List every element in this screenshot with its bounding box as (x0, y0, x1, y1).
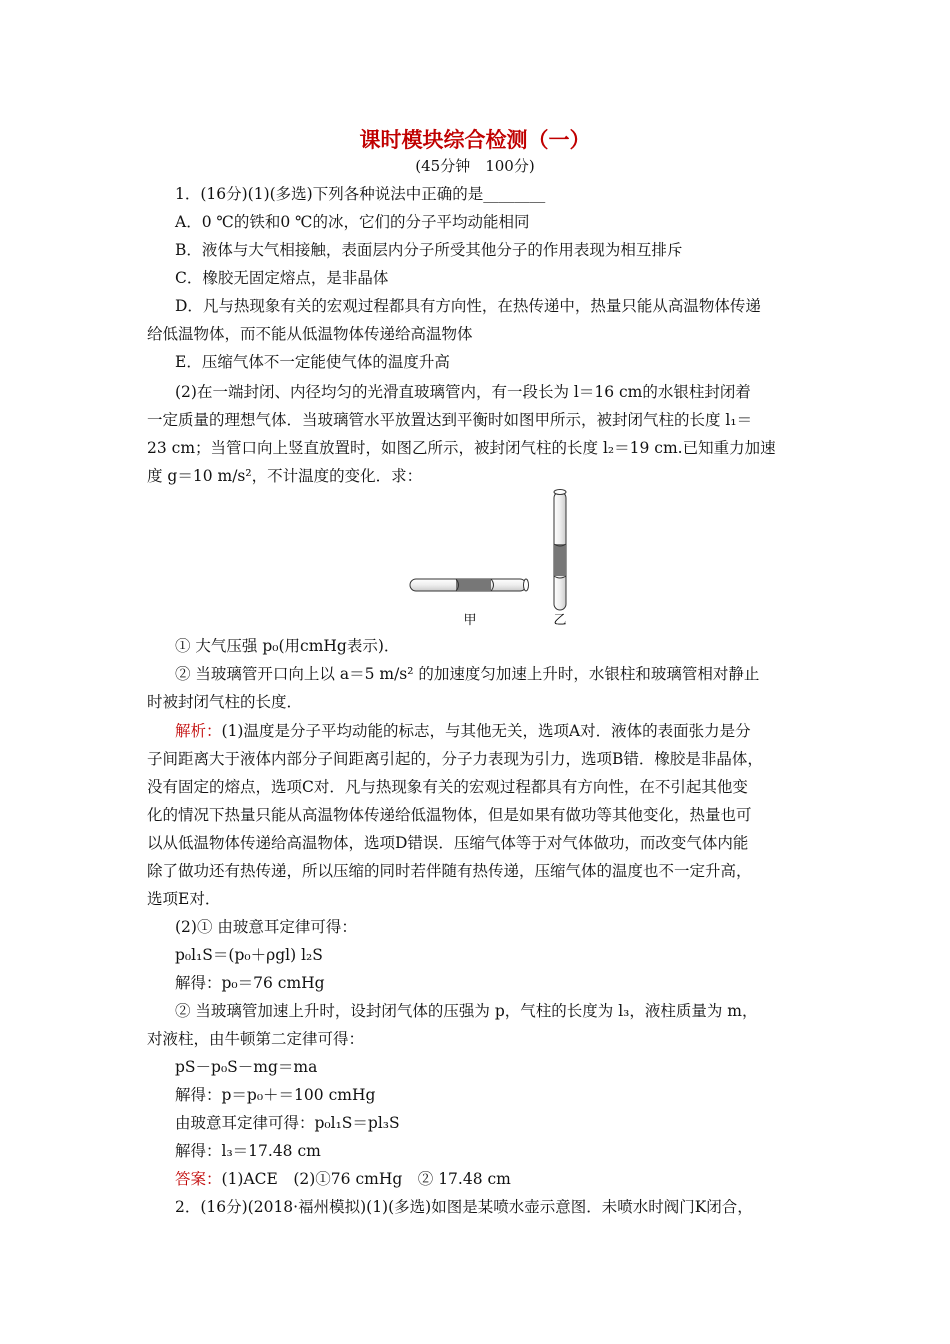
q1-line: C．橡胶无固定熔点，是非晶体 (175, 269, 389, 287)
analysis-line: 由玻意耳定律可得：p₀l₁S＝pl₃S (175, 1114, 400, 1132)
q1-line: A．0 ℃的铁和0 ℃的冰，它们的分子平均动能相同 (175, 213, 530, 231)
q1-line: 度 g＝10 m/s²，不计温度的变化．求： (147, 467, 423, 485)
figure-label-jia: 甲 (463, 613, 477, 628)
analysis-line (175, 720, 751, 742)
analysis-text: (1)温度是分子平均动能的标志，与其他无关，选项A对．液体的表面张力是分 (221, 722, 751, 740)
analysis-line: 化的情况下热量只能从高温物体传递给低温物体，但是如果有做功等其他变化，热量也可 (147, 806, 752, 824)
q1-line: 给低温物体，而不能从低温物体传递给高温物体 (147, 325, 473, 343)
q1-subquestion: 时被封闭气柱的长度． (147, 693, 303, 711)
q1-subquestion: ① 大气压强 p₀(用cmHg表示)． (175, 637, 400, 655)
glass-tube-figure (400, 480, 600, 630)
analysis-line: 解得：p₀＝76 cmHg (175, 974, 325, 992)
q1-line: E．压缩气体不一定能使气体的温度升高 (175, 353, 450, 371)
figure-label-yi: 乙 (553, 613, 567, 628)
analysis-line: (2)① 由玻意耳定律可得： (175, 918, 357, 936)
q1-line: 23 cm；当管口向上竖直放置时，如图乙所示，被封闭气柱的长度 l₂＝19 cm.已知重力加速 (147, 439, 776, 457)
analysis-line: 没有固定的熔点，选项C对．凡与热现象有关的宏观过程都具有方向性，在不引起其他变 (147, 778, 748, 796)
analysis-equation: p₀l₁S＝(p₀＋ρgl) l₂S (175, 946, 323, 964)
q1-line: B．液体与大气相接触，表面层内分子所受其他分子的作用表现为相互排斥 (175, 241, 683, 259)
q1-line: D．凡与热现象有关的宏观过程都具有方向性，在热传递中，热量只能从高温物体传递 (175, 297, 761, 315)
q1-line: 一定质量的理想气体．当玻璃管水平放置达到平衡时如图甲所示，被封闭气柱的长度 l₁＝ (147, 411, 753, 429)
analysis-equation: pS－p₀S－mg＝ma (175, 1058, 318, 1076)
analysis-line: 选项E对． (147, 890, 221, 908)
page-title: 课时模块综合检测（一） (359, 128, 591, 152)
analysis-label: 解析： (175, 722, 222, 740)
analysis-line: 除了做功还有热传递，所以压缩的同时若伴随有热传递，压缩气体的温度也不一定升高， (147, 862, 752, 880)
q1-line: 1．(16分)(1)(多选)下列各种说法中正确的是________ (175, 185, 546, 203)
vertical-tube (554, 490, 566, 611)
analysis-line: 以从低温物体传递给高温物体，选项D错误．压缩气体等于对气体做功，而改变气体内能 (147, 834, 749, 852)
mercury-column-horizontal (456, 579, 491, 591)
q2-line: 2．(16分)(2018·福州模拟)(1)(多选)如图是某喷水壶示意图．未喷水时阀门K闭合， (175, 1198, 753, 1216)
analysis-line: 解得：l₃＝17.48 cm (175, 1142, 321, 1160)
answer-text: (1)ACE (2)①76 cmHg ② 17.48 cm (221, 1170, 511, 1188)
answer-label: 答案： (175, 1170, 222, 1188)
analysis-line: ② 当玻璃管加速上升时，设封闭气体的压强为 p，气柱的长度为 l₃，液柱质量为 m， (175, 1002, 758, 1020)
analysis-line: 解得：p＝p₀＋＝100 cmHg (175, 1086, 376, 1104)
analysis-line: 对液柱，由牛顿第二定律可得： (147, 1030, 365, 1048)
horizontal-tube (410, 579, 529, 591)
analysis-line: 子间距离大于液体内部分子间距离引起的，分子力表现为引力，选项B错．橡胶是非晶体， (147, 750, 763, 768)
answer-line (175, 1168, 511, 1190)
q1-subquestion: ② 当玻璃管开口向上以 a＝5 m/s² 的加速度匀加速上升时，水银柱和玻璃管相对静止 (175, 665, 760, 683)
mercury-column-vertical (554, 544, 566, 576)
q1-line: (2)在一端封闭、内径均匀的光滑直玻璃管内，有一段长为 l＝16 cm的水银柱封闭着 (175, 383, 751, 401)
page-subtitle: (45分钟 100分) (415, 157, 535, 175)
